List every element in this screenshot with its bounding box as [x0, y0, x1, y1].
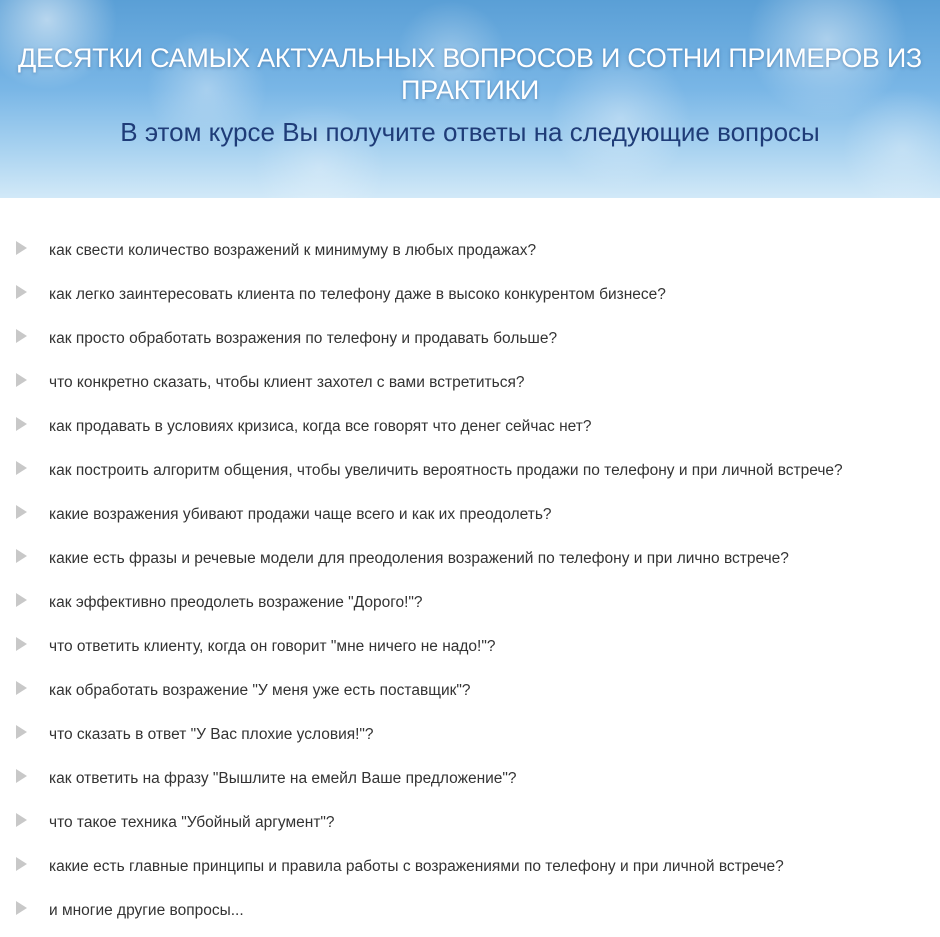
question-text: как легко заинтересовать клиента по телефону даже в высоко конкурентом бизнесе?	[49, 286, 666, 303]
question-text: как построить алгоритм общения, чтобы увеличить вероятность продажи по телефону и при личной встрече?	[49, 462, 843, 479]
list-item	[0, 495, 940, 539]
play-arrow-icon	[16, 285, 27, 299]
page-subtitle: В этом курсе Вы получите ответы на следующие вопросы	[120, 117, 820, 147]
list-item	[0, 363, 940, 407]
play-arrow-icon	[16, 813, 27, 827]
question-text: что такое техника "Убойный аргумент"?	[49, 814, 335, 831]
play-arrow-icon	[16, 417, 27, 431]
list-item	[0, 539, 940, 583]
list-item	[0, 231, 940, 275]
play-arrow-icon	[16, 241, 27, 255]
question-text: и многие другие вопросы...	[49, 902, 244, 919]
list-item	[0, 451, 940, 495]
play-arrow-icon	[16, 901, 27, 915]
question-text: какие есть фразы и речевые модели для преодоления возражений по телефону и при лично встрече?	[49, 550, 789, 567]
play-arrow-icon	[16, 681, 27, 695]
list-item	[0, 759, 940, 803]
question-text: как свести количество возражений к минимуму в любых продажах?	[49, 242, 537, 259]
list-item	[0, 627, 940, 671]
list-item	[0, 275, 940, 319]
question-text: как просто обработать возражения по телефону и продавать больше?	[49, 330, 558, 347]
list-item	[0, 847, 940, 891]
question-text: какие возражения убивают продажи чаще всего и как их преодолеть?	[49, 506, 552, 523]
question-text: как эффективно преодолеть возражение "Дорого!"?	[49, 594, 423, 611]
question-text: что сказать в ответ "У Вас плохие условия!"?	[49, 726, 374, 743]
list-item	[0, 583, 940, 627]
question-text: как ответить на фразу "Вышлите на емейл Ваше предложение"?	[49, 770, 517, 787]
list-item	[0, 715, 940, 759]
page-title: ДЕСЯТКИ САМЫХ АКТУАЛЬНЫХ ВОПРОСОВ И СОТНИ ПРИМЕРОВ ИЗ ПРАКТИКИ	[18, 43, 922, 105]
question-text: что ответить клиенту, когда он говорит "мне ничего не надо!"?	[49, 638, 496, 655]
play-arrow-icon	[16, 505, 27, 519]
play-arrow-icon	[16, 549, 27, 563]
header-banner	[0, 0, 940, 198]
list-item	[0, 671, 940, 715]
play-arrow-icon	[16, 593, 27, 607]
list-item	[0, 407, 940, 451]
question-text: какие есть главные принципы и правила работы с возражениями по телефону и при личной встрече?	[49, 858, 784, 875]
play-arrow-icon	[16, 373, 27, 387]
list-item	[0, 319, 940, 363]
question-text: что конкретно сказать, чтобы клиент захотел с вами встретиться?	[49, 374, 525, 391]
play-arrow-icon	[16, 329, 27, 343]
play-arrow-icon	[16, 857, 27, 871]
questions-list	[0, 231, 940, 935]
play-arrow-icon	[16, 769, 27, 783]
list-item	[0, 891, 940, 935]
list-item	[0, 803, 940, 847]
question-text: как обработать возражение "У меня уже есть поставщик"?	[49, 682, 471, 699]
play-arrow-icon	[16, 725, 27, 739]
play-arrow-icon	[16, 461, 27, 475]
play-arrow-icon	[16, 637, 27, 651]
question-text: как продавать в условиях кризиса, когда все говорят что денег сейчас нет?	[49, 418, 592, 435]
